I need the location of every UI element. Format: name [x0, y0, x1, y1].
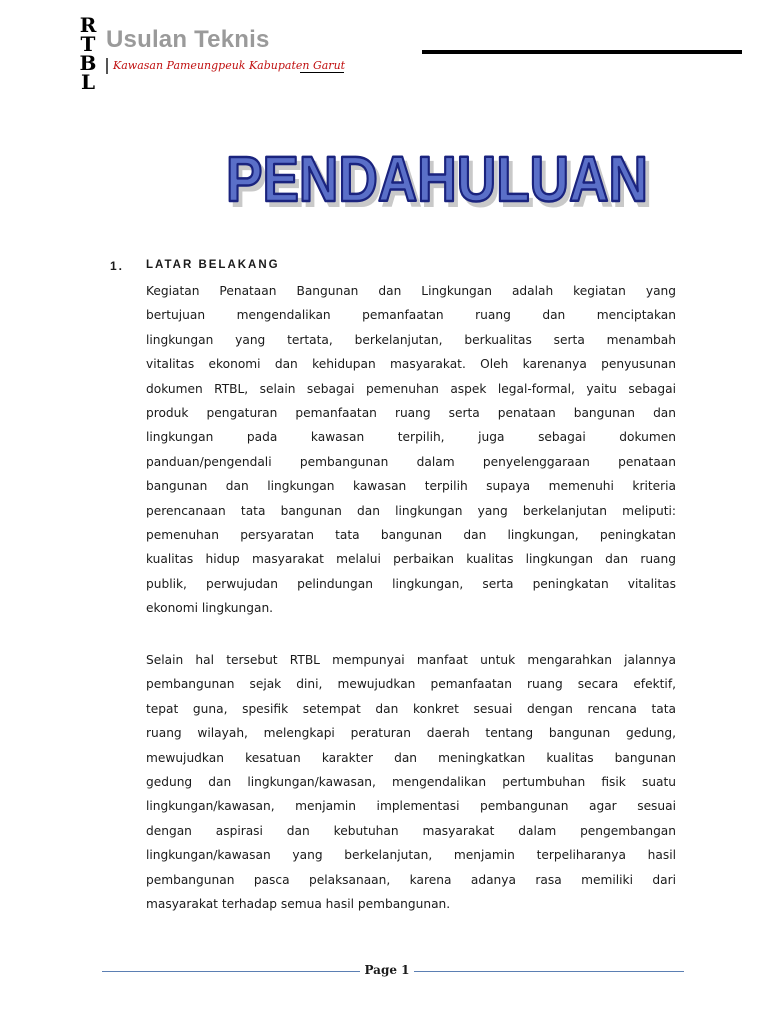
footer-rule-left: [102, 971, 360, 972]
header-subtitle: Kawasan Pameungpeuk Kabupaten Garut: [113, 59, 346, 72]
paragraph-line: gedung dan lingkungan/kawasan, mengendalikan pertumbuhan fisik suatu: [146, 774, 676, 789]
rtbl-logo: [74, 13, 102, 94]
paragraph-line: tepat guna, spesifik setempat dan konkret sesuai dengan rencana tata: [146, 701, 676, 716]
page-title-art: [226, 146, 656, 216]
paragraph-line: kualitas hidup masyarakat melalui perbaikan kualitas lingkungan dan ruang: [146, 552, 676, 567]
paragraph-line: ekonomi lingkungan.: [146, 601, 274, 616]
paragraph-line: pembangunan pasca pelaksanaan, karena adanya rasa memiliki dari: [146, 872, 676, 887]
paragraph-line: lingkungan/kawasan yang berkelanjutan, menjamin terpeliharanya hasil: [146, 848, 676, 863]
logo-letter-t: T: [80, 32, 96, 56]
paragraph-line: bangunan dan lingkungan kawasan terpilih supaya memenuhi kriteria: [146, 479, 676, 494]
paragraph-line: mewujudkan kesatuan karakter dan meningkatkan kualitas bangunan: [146, 750, 676, 765]
paragraph-line: produk pengaturan pemanfaatan ruang serta penataan bangunan dan: [146, 405, 676, 420]
paragraph-line: Selain hal tersebut RTBL mempunyai manfaat untuk mengarahkan jalannya: [146, 653, 676, 667]
paragraph-line: lingkungan yang tertata, berkelanjutan, berkualitas serta menambah: [146, 332, 676, 347]
paragraph-line: dokumen RTBL, selain sebagai pemenuhan aspek legal-formal, yaitu sebagai: [146, 381, 676, 396]
paragraph-line: panduan/pengendali pembangunan dalam penyelenggaraan penataan: [146, 454, 676, 469]
paragraph-line: Kegiatan Penataan Bangunan dan Lingkungan adalah kegiatan yang: [146, 284, 676, 298]
paragraph-2: [146, 648, 676, 916]
header-rule: [422, 50, 742, 54]
logo-letter-r: R: [79, 13, 97, 37]
paragraph-line: lingkungan pada kawasan terpilih, juga sebagai dokumen: [146, 430, 676, 445]
paragraph-line: publik, perwujudan pelindungan lingkungan, serta peningkatan vitalitas: [146, 576, 676, 591]
paragraph-line: perencanaan tata bangunan dan lingkungan yang berkelanjutan meliputi:: [146, 503, 676, 518]
paragraph-line: pemenuhan persyaratan tata bangunan dan lingkungan, peningkatan: [146, 527, 676, 542]
header-rule-thin: [300, 72, 344, 73]
footer-page-number: Page 1: [364, 963, 410, 977]
paragraph-line: ruang wilayah, melengkapi peraturan daerah tentang bangunan gedung,: [146, 726, 676, 741]
paragraph-line: pembangunan sejak dini, mewujudkan pemanfaatan ruang secara efektif,: [146, 677, 676, 692]
paragraph-line: lingkungan/kawasan, menjamin implementasi pembangunan agar sesuai: [146, 799, 676, 814]
header-subtitle-bar: [106, 58, 108, 74]
section-number: 1.: [110, 259, 125, 273]
paragraph-line: masyarakat terhadap semua hasil pembangunan.: [146, 896, 451, 911]
logo-letter-b: B: [79, 51, 97, 75]
logo-letter-l: L: [80, 70, 96, 94]
paragraph-line: dengan aspirasi dan kebutuhan masyarakat dalam pengembangan: [146, 823, 676, 838]
page-title: [226, 146, 656, 216]
paragraph-line: vitalitas ekonomi dan kehidupan masyarakat. Oleh karenanya penyusunan: [146, 357, 676, 372]
paragraph-1: [146, 279, 676, 620]
page-title-shadow: PENDAHULUAN: [230, 148, 652, 216]
paragraph-line: bertujuan mengendalikan pemanfaatan ruang dan menciptakan: [146, 308, 676, 323]
header-title: Usulan Teknis: [106, 26, 270, 53]
footer-rule-right: [414, 971, 684, 972]
section-title: LATAR BELAKANG: [146, 259, 280, 271]
page-title-text: PENDAHULUAN: [226, 146, 648, 215]
